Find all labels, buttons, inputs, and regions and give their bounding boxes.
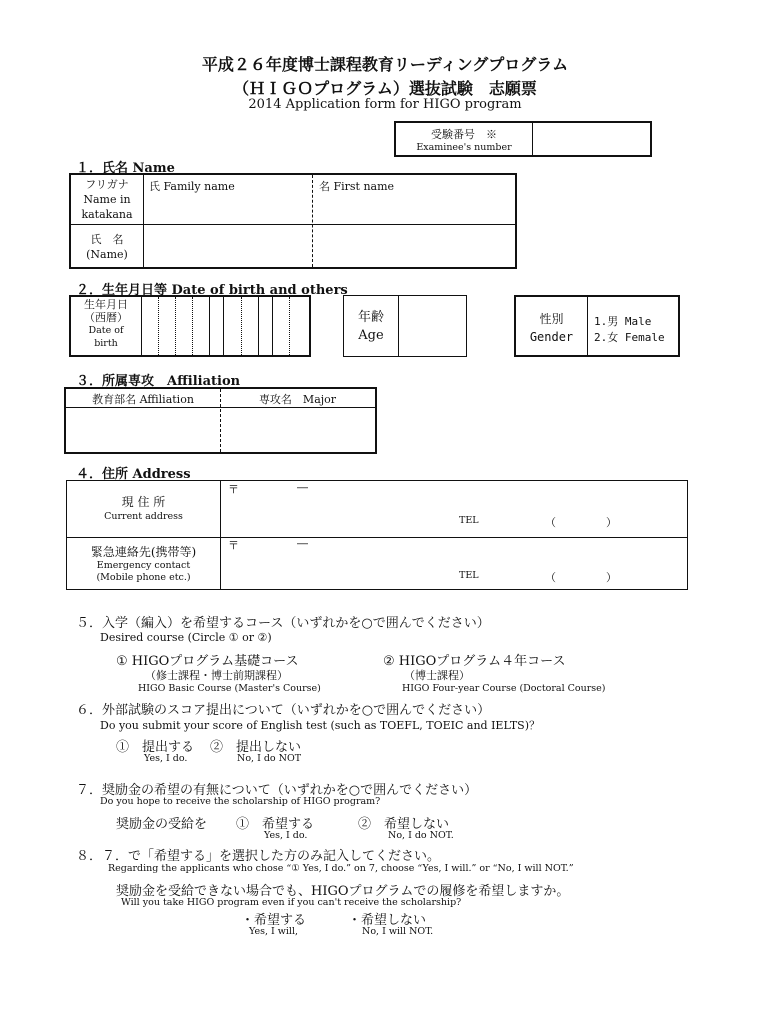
section6-heading: ６．外部試験のスコア提出について（いずれかを○で囲んでください） — [76, 703, 491, 718]
emergency-postal-dash: ― — [297, 537, 308, 550]
section8-question: 奨励金を受給できない場合でも、HIGOプログラムでの履修を希望しますか。 — [116, 884, 570, 899]
score-option-not-submit-en: No, I do NOT — [237, 753, 302, 764]
section1-heading: １．氏名 Name — [76, 161, 175, 176]
gender-label: 性別 Gender — [529, 312, 574, 344]
age-table — [343, 295, 467, 357]
emergency-contact-label-en2: (Mobile phone etc.) — [96, 572, 191, 583]
family-name-label: 氏 Family name — [149, 180, 235, 193]
age-field[interactable] — [402, 306, 462, 346]
emergency-tel-label: TEL — [459, 570, 479, 581]
current-postal-field-1[interactable] — [245, 483, 293, 497]
continue-option-no-en: No, I will NOT. — [362, 926, 434, 937]
score-option-submit[interactable]: ① 提出する — [116, 740, 195, 755]
current-tel-paren-open: （ — [545, 516, 556, 529]
course-option-basic-jp2: （修士課程・博士前期課程） — [145, 669, 288, 682]
dob-month-field[interactable] — [225, 301, 256, 353]
affiliation-col-label: 教育部名 Affiliation — [92, 393, 194, 406]
dob-table — [69, 295, 311, 357]
gender-option-male[interactable]: 1.男 Male — [594, 315, 652, 328]
examinee-number-field[interactable] — [536, 129, 646, 151]
scholarship-option-no-en: No, I do NOT. — [388, 830, 454, 841]
first-name-field[interactable] — [319, 231, 509, 263]
current-tel-paren-close: ） — [606, 516, 617, 529]
course-option-basic-en: HIGO Basic Course (Master's Course) — [138, 683, 321, 694]
dob-label: 生年月日 （西暦） Date of birth — [84, 298, 128, 349]
continue-option-yes-en: Yes, I will, — [249, 926, 299, 937]
dob-day-field[interactable] — [274, 301, 307, 353]
first-name-katakana-field[interactable] — [319, 197, 509, 219]
section6-sub: Do you submit your score of English test (such as TOEFL, TOEIC and IELTS)？ — [100, 719, 541, 732]
section5-sub: Desired course (Circle ① or ②) — [100, 631, 272, 644]
current-address-label: 現 住 所 — [121, 495, 166, 509]
emergency-postal-mark: 〒 — [228, 539, 239, 552]
current-address-field[interactable] — [227, 497, 677, 513]
examinee-label-en: Examinee's number — [416, 142, 512, 153]
section2-heading: ２．生年月日等 Date of birth and others — [76, 283, 348, 298]
course-option-fouryear[interactable]: ② HIGOプログラム４年コース — [383, 654, 566, 669]
course-option-fouryear-jp2: （博士課程） — [404, 669, 470, 682]
dob-year-field[interactable] — [143, 301, 207, 353]
continue-option-yes[interactable]: ・希望する — [241, 913, 307, 928]
examinee-label-jp: 受験番号 ※ — [431, 128, 497, 141]
affiliation-field[interactable] — [70, 413, 216, 449]
scholarship-label: 奨励金の受給を — [116, 817, 208, 832]
score-option-not-submit[interactable]: ② 提出しない — [210, 740, 302, 755]
course-option-basic[interactable]: ① HIGOプログラム基礎コース — [116, 654, 299, 669]
furigana-label: フリガナ Name in katakana — [81, 178, 133, 221]
examinee-number-box — [394, 121, 652, 157]
form-title-line2: （ＨＩＧＯプログラム）選抜試験 志願票 — [233, 79, 537, 98]
form-title: 平成２６年度博士課程教育リーディングプログラム — [201, 55, 569, 74]
affiliation-table — [64, 387, 377, 454]
score-option-submit-en: Yes, I do. — [144, 753, 188, 764]
gender-table — [514, 295, 680, 357]
major-field[interactable] — [224, 413, 372, 449]
current-address-label-en: Current address — [104, 511, 183, 522]
current-tel-label: TEL — [459, 515, 479, 526]
scholarship-option-yes[interactable]: ① 希望する — [236, 817, 315, 832]
section7-sub: Do you hope to receive the scholarship of HIGO program? — [100, 796, 381, 807]
family-name-field[interactable] — [149, 231, 307, 263]
form-subtitle: 2014 Application form for HIGO program — [248, 97, 522, 112]
emergency-contact-label: 緊急連絡先(携帯等) — [90, 545, 197, 559]
current-postal-field-2[interactable] — [313, 483, 373, 497]
scholarship-option-no[interactable]: ② 希望しない — [358, 817, 450, 832]
name-label: 氏 名 (Name) — [86, 233, 128, 261]
emergency-postal-field-2[interactable] — [313, 539, 373, 553]
emergency-tel-paren-close: ） — [606, 571, 617, 584]
age-label: 年齢 Age — [357, 310, 384, 343]
course-option-fouryear-en: HIGO Four-year Course (Doctoral Course) — [402, 683, 606, 694]
gender-option-female[interactable]: 2.女 Female — [594, 331, 665, 344]
section8-heading: ８．７．で「希望する」を選択した方のみ記入してください。 — [76, 849, 441, 864]
address-table — [66, 480, 688, 590]
emergency-postal-field-1[interactable] — [245, 539, 293, 553]
emergency-address-field[interactable] — [227, 553, 677, 569]
section8-question-en: Will you take HIGO program even if you can't receive the scholarship? — [121, 897, 462, 908]
section8-sub: Regarding the applicants who chose “① Yes, I do.” on 7, choose “Yes, I will.” or “No, I will NOT.” — [108, 863, 574, 874]
section4-heading: ４．住所 Address — [76, 467, 191, 482]
first-name-label: 名 First name — [319, 180, 395, 193]
current-tel-field[interactable] — [485, 514, 543, 529]
current-postal-mark: 〒 — [228, 483, 239, 496]
major-col-label: 専攻名 Major — [258, 393, 337, 406]
section3-heading: ３．所属専攻 Affiliation — [76, 374, 241, 389]
scholarship-option-yes-en: Yes, I do. — [264, 830, 308, 841]
name-table — [69, 173, 517, 269]
emergency-tel-field[interactable] — [485, 569, 543, 584]
emergency-tel-paren-open: （ — [545, 571, 556, 584]
family-name-katakana-field[interactable] — [149, 197, 307, 219]
current-postal-dash: ― — [297, 481, 308, 494]
continue-option-no[interactable]: ・希望しない — [348, 913, 427, 928]
emergency-contact-label-en1: Emergency contact — [96, 560, 191, 571]
section5-heading: ５．入学（編入）を希望するコース（いずれかを○で囲んでください） — [76, 616, 490, 631]
section7-heading: ７．奨励金の希望の有無について（いずれかを○で囲んでください） — [76, 783, 478, 798]
